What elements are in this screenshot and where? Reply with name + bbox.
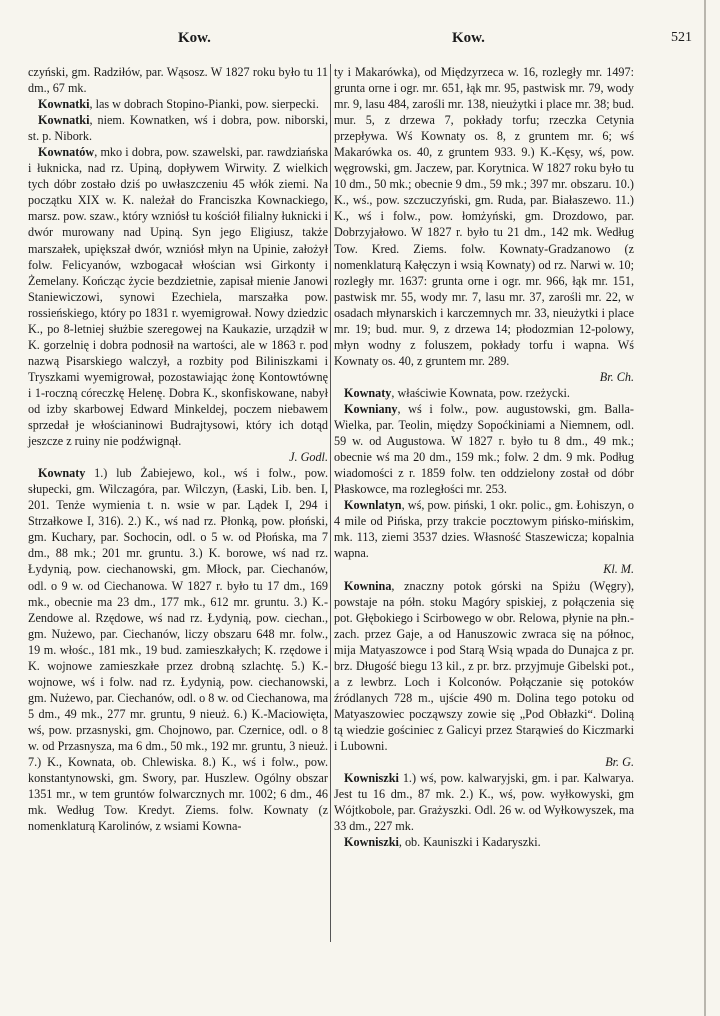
entry-headword: Kownatów [38,145,95,160]
author-signature: J. Godl. [289,450,328,465]
dictionary-entry [334,834,634,850]
entry-text: , mko i dobra, pow. szawelski, par. rawdziańska i łuknicka, nad rz. Upiną, dopływem Wirwity. Z wielkich tych dóbr zostało dziś po uwłaszczeniu 45 włók ziemi. Na początku XIX w. K. należał do Franciszka Kownackiego, marsz. pow. szaw., który wzniósł tu kościół filialny łuknicki i dwór murowany nad Upiną. Syn jego Eligiusz, także marszałek, upiększał dwór, wzniósł młyn na Upinie, założył folw. Felicyanów, wzbogacał włościan wsi Girkonty i Żemelany. Kończąc życie bezdzietnie, zapisał mienie Janowi Staniewiczowi, synowi Ezechiela, marszałka pow. rossieńskiego, który po 1831 r. wyemigrował. Nowy dziedzic K., po 8-letniej służbie szeregowej na Kaukazie, urządził w K. gorzelnię i dobra podnosił na wartości, ale w 1863 r. pod nazwą Pisarskiego walczył, a rozbity pod Biliniszkami i Tryszkami wyemigrował, pozostawiając żonę Kontowtównę i 1-roczną córeczkę Helenę. Dobra K., skonfiskowane, nabył od izby skarbowej Edward Minkeldej, poczem niebawem sprzedał je włościaninowi Budrajtysowi, który ich dotąd jeszcze z ruiny nie podźwignął. [28,145,328,449]
author-signature: Br. G. [605,755,634,770]
right-column [334,64,634,850]
dictionary-entry [334,401,634,497]
entry-text: , ob. Kauniszki i Kadaryszki. [398,835,541,850]
entry-headword: Kownina [344,578,392,593]
entry-text: , właściwie Kownata, pow. rzeżycki. [391,385,570,400]
dictionary-entry [334,64,634,385]
left-running-head: Kow. [178,30,211,46]
dictionary-entry [28,96,328,112]
dictionary-entry [334,497,634,577]
dictionary-entry [334,578,634,771]
page-number: 521 [671,30,692,45]
right-running-head: Kow. [452,30,485,46]
entry-text: 1.) wś, pow. kalwaryjski, gm. i par. Kalwarya. Jest tu 16 dm., 87 mk. 2.) K., wś, pow. wyłkowyski, gm Wójtkobole, par. Grażyszki. Odl. 26 w. od Wyłkowyszek, ma 33 dm., 227 mk. [334,771,634,834]
entry-text: , niem. Kownatken, wś i dobra, pow. niborski, st. p. Nibork. [28,113,328,144]
entry-text: , wś i folw., pow. augustowski, gm. Balla-Wielka, par. Teolin, między Sopoćkiniami a Niemnem, odl. 59 w. od Augustowa. W 1827 r. było tu 8 dm., 49 mk.; obecnie wś ma 20 dm., 159 mk.; folw. 2 dm. 9 mk. Podług wiadomości z r. 1859 folw. ten oddzielony został od dóbr Płaskowce, ma rozległości mr. 253. [334,401,634,497]
dictionary-entry [28,144,328,465]
dictionary-entry [334,770,634,834]
column-divider [330,64,331,942]
entry-text: , znaczny potok górski na Spiżu (Węgry), powstaje na półn. stoku Magóry spiskiej, z połączenia się pot. Głębokiego i Scirbowego w obr. Relowa, płynie na płn.-zach. przez Gaje, a od Hanuszowic zwraca się na północ, mija Matyaszowce i pod Starą Wsią wpada do Dunajca z pr. brz. Długość biegu 13 kil., z pr. brz. przyjmuje Gibelski pot., a z lewbrz. Loch i Kolconów. Połączanie się potoków źródlanych 728 m., ujście 490 m. Dolina tego potoku od Matyaszowiec począwszy zowie się „Pod Obłazki“. Doliną tą wiedzie gościniec z Galicyi przez Starąwieś do Kiczmarki i Lubowni. [334,578,634,753]
entry-text: czyński, gm. Radziłów, par. Wąsosz. W 1827 roku było tu 11 dm., 67 mk. [28,65,328,96]
entry-headword: Kownlatyn [344,498,402,513]
scan-edge [704,0,706,1016]
entry-headword: Kowniany [344,401,398,416]
entry-text: ty i Makarówka), od Międzyrzeca w. 16, rozległy mr. 1497: grunta orne i ogr. mr. 651, łąk mr. 95, pastwisk mr. 79, wody mr. 9, lasu 484, zarośli mr. 138, nieużytki i place mr. 38; bud. mur. 5, z drzewa 7, pokłady torfu; rzeczka Cetynia przepływa. Wś Kownaty os. 8, z gruntem mr. 6; wś Makarówka os. 40, z gruntem 933. 9.) K.-Kęsy, wś, pow. węgrowski, gm. Jaczew, par. Korytnica. W 1827 roku było tu 10 dm., 50 mk.; obecnie 9 dm., 59 mk.; 397 mr. obszaru. 10.) K., wś., pow. szczuczyński, gm. Ruda, par. Białaszewo. 11.) K., wś i folw., pow. łomżyński, gm. Drozdowo, par. Dobrzyjałowo. W 1827 r. było tu 21 dm., 142 mk. Według Tow. Kred. Ziems. folw. Kownaty-Gradzanowo (z nomenklaturą Kałęczyn i wsią Kownaty) od rz. Narwi w. 10; rozległy mr. 1637: grunta orne i ogr. mr. 966, łąk mr. 151, pastwisk mr. 55, wody mr. 7, lasu mr. 37, zarośli mr. 22, w osadach młynarskich i karczemnych mr. 33, nieużytki i place mr. 19; bud. mur. 9, z drzewa 14; płodozmian 12-polowy, młyn wodny z foluszem, pokłady torfu i wapna. Wś Kownaty os. 40, z gruntem mr. 289. [334,65,634,368]
running-header [28,30,692,52]
entry-headword: Kownaty [344,385,392,400]
entry-headword: Kowniszki [344,771,399,786]
entry-text: , wś, pow. piński, 1 okr. polic., gm. Łohiszyn, o 4 mile od Pińska, przy trakcie pocztowym pińsko-mińskim, mk. 113, ziemi 3537 dzies. Własność Staszewicza; kopalnia wapna. [334,498,634,561]
dictionary-entry [28,64,328,96]
entry-headword: Kownatki [38,97,90,112]
author-signature: Kl. M. [603,562,634,577]
dictionary-entry [334,385,634,401]
dictionary-entry [28,465,328,834]
entry-headword: Kownatki [38,113,90,128]
author-signature: Br. Ch. [599,369,634,384]
entry-headword: Kowniszki [344,835,399,850]
entry-text: , las w dobrach Stopino-Pianki, pow. sierpecki. [89,97,319,112]
entry-text: 1.) lub Żabiejewo, kol., wś i folw., pow. słupecki, gm. Wilczagóra, par. Wilczyn, (Łaski, Lib. ben. I, 201. Tenże wymienia t. n. wsie w par. Lądek I, 294 i Strzałkowe I, 316). 2.) K., wś nad rz. Płonką, pow. płoński, gm. Kuchary, par. Sochocin, odl. o 5 w. od Płońska, ma 7 dm., 88 mk.; 201 mr. gruntu. 3.) K. borowe, wś nad rz. Łydynią, pow. ciechanowski, gm. Młock, par. Ciechanów, odl. o 9 w. od Ciechanowa. W 1827 r. było tu 17 dm., 169 mk., obecnie ma 23 dm., 177 mk., 612 mr. gruntu. 3.) K.-Zendowe al. Rzędowe, wś nad rz. Łydynią, pow. ciechan., gm. Nużewo, par. Ciechanów, liczy obszaru 648 mr. folw., 19 m. włośc., 181 mk., 19 bud. zamieszkałych; K. rzędowe i K. wojnowe zamieszkałe przez drobną szlachtę. 5.) K.-wojnowe, wś i folw. nad rz. Łydynią, pow. ciechanowski, gm. Nużewo, par. Ciechanów, odl. o 8 w. od Ciechanowa, ma 5 dm., 49 mk., 277 mr. gruntu, 9 nieuż. 6.) K.-Maciowięta, wś, pow. przasnyski, gm. Chojnowo, par. Czernice, odl. o 8 w. od Przasnysza, ma 6 dm., 50 mk., 192 mr. gruntu, 3 nieuż. 7.) K., Kownata, ob. Chlewiska. 8.) K., wś i folw., pow. konstantynowski, gm. Swory, par. Huszlew. Ogólny obszar 1351 mr., w tem gruntów folwarcznych mr. 1002; 6 dm., 46 mk. Według Tow. Kredyt. Ziems. folw. Kownaty (z nomenklaturą Karolinów, z wsiami Kowna- [28,466,328,834]
dictionary-entry [28,112,328,144]
entry-headword: Kownaty [38,466,86,481]
left-column [28,64,328,834]
